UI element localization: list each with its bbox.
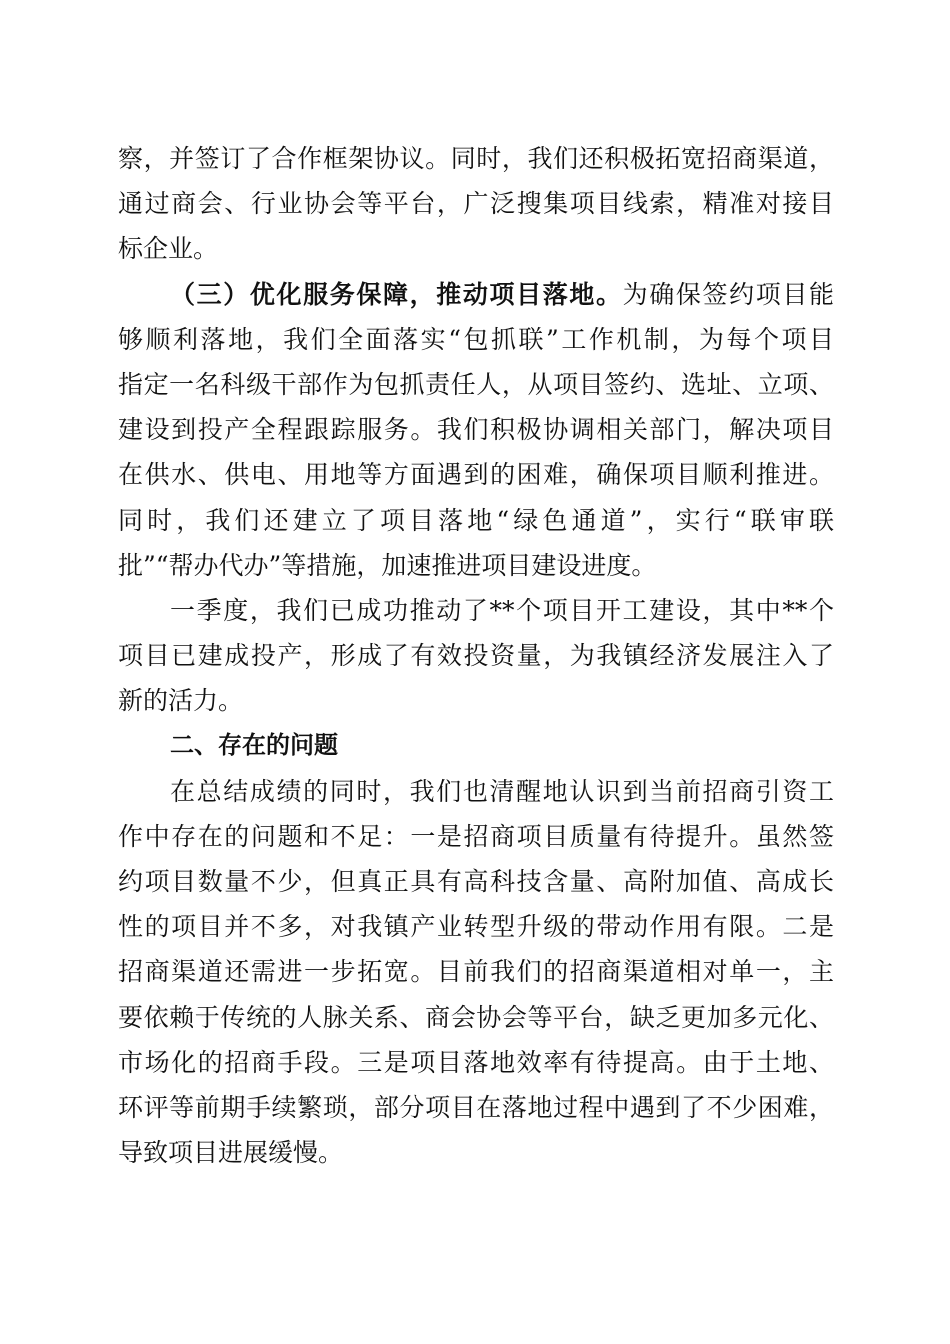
- paragraph-line: 约项目数量不少，但真正具有高科技含量、高附加值、高成长: [118, 867, 834, 896]
- paragraph-line: 性的项目并不多，对我镇产业转型升级的带动作用有限。二是: [118, 912, 834, 942]
- paragraph-line: 作中存在的问题和不足：一是招商项目质量有待提升。虽然签: [118, 821, 834, 851]
- paragraph-line: 项目已建成投产，形成了有效投资量，为我镇经济发展注入了: [118, 641, 834, 671]
- paragraph-line: 市场化的招商手段。三是项目落地效率有待提高。由于土地、: [118, 1047, 834, 1077]
- paragraph-line: 通过商会、行业协会等平台，广泛搜集项目线索，精准对接目: [118, 189, 834, 219]
- paragraph-line: 标企业。: [118, 234, 219, 264]
- paragraph-first-line: 一季度，我们已成功推动了**个项目开工建设，其中**个: [170, 595, 834, 625]
- paragraph-line: 批”“帮办代办”等措施，加速推进项目建设进度。: [118, 550, 657, 580]
- paragraph-line: 够顺利落地，我们全面落实“包抓联”工作机制，为每个项目: [118, 324, 834, 354]
- paragraph-line: 察，并签订了合作框架协议。同时，我们还积极拓宽招商渠道，: [118, 144, 834, 173]
- paragraph-line: 新的活力。: [118, 686, 244, 716]
- paragraph-line: 同时，我们还建立了项目落地“绿色通道”，实行“联审联: [118, 505, 834, 535]
- paragraph-first-line: 在总结成绩的同时，我们也清醒地认识到当前招商引资工: [170, 776, 834, 806]
- paragraph-line: 要依赖于传统的人脉关系、商会协会等平台，缺乏更加多元化、: [118, 1002, 834, 1032]
- paragraph-first-line: [118, 272, 834, 317]
- paragraph-line: 建设到投产全程跟踪服务。我们积极协调相关部门，解决项目: [118, 415, 834, 445]
- paragraph-text: 为确保签约项目能: [622, 279, 834, 309]
- paragraph-line: 招商渠道还需进一步拓宽。目前我们的招商渠道相对单一，主: [118, 957, 834, 987]
- paragraph-line: 环评等前期手续繁琐，部分项目在落地过程中遇到了不少困难，: [118, 1092, 834, 1122]
- section-lead-bold: （三）优化服务保障，推动项目落地。: [170, 279, 623, 309]
- paragraph-line: 导致项目进展缓慢。: [118, 1138, 344, 1168]
- paragraph-line: 指定一名科级干部作为包抓责任人，从项目签约、选址、立项、: [118, 369, 834, 399]
- document-page: [118, 136, 834, 1175]
- paragraph-line: 在供水、供电、用地等方面遇到的困难，确保项目顺利推进。: [118, 460, 834, 490]
- section-heading: 二、存在的问题: [170, 731, 338, 760]
